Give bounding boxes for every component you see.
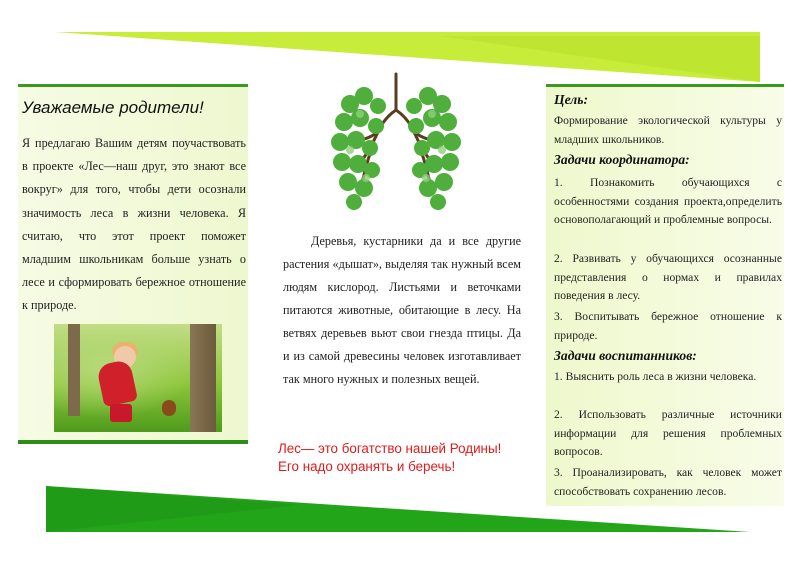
greeting-paragraph: Я предлагаю Вашим детям поучаствовать в проекте «Лес—наш друг, это знают все вокруг» для того, чтобы дети осознали значимость леса в жизни человека. Я считаю, что этот проект поможет младшим школьникам больше узнать о лесе и сформировать бережное отношение к природе. xyxy=(22,136,246,313)
greeting-title: Уважаемые родители! xyxy=(22,98,204,117)
left-column-bottom-border xyxy=(18,440,248,444)
right-column xyxy=(546,84,784,506)
pupils-task-2: 2. Использовать различные источники информации для решения проблемных вопросов. xyxy=(554,408,782,459)
coordinator-task-2: 2. Развивать у обучающихся осознанные представления о нормах и правилах поведения в лесу. xyxy=(554,252,782,303)
coordinator-task-1: 1. Познакомить обучающихся с особенностями создания проекта,определить основополагающий и проблемные вопросы. xyxy=(554,176,782,227)
forest-importance-paragraph xyxy=(283,230,521,391)
forest-importance-text: Деревья, кустарники да и все другие растения «дышат», выделяя так нужный всем людям кислород. Листьями и веточками питаются животные, обитающие в лесу. На ветвях деревьев вьют свои гнезда птицы. Да и из самой древесины человек изготавливает так много нужных и полезных вещей. xyxy=(283,234,521,386)
tree-lungs-illustration xyxy=(330,70,462,220)
slogan xyxy=(278,440,528,476)
left-column-top-border xyxy=(18,84,248,87)
coordinator-tasks-heading: Задачи координатора: xyxy=(554,152,690,167)
left-column xyxy=(18,84,248,444)
slogan-line-2: Его надо охранять и беречь! xyxy=(278,459,456,474)
pupils-tasks-heading: Задачи воспитанников: xyxy=(554,348,697,363)
slogan-line-1: Лес— это богатство нашей Родины! xyxy=(278,441,502,456)
pupils-task-1: 1. Выяснить роль леса в жизни человека. xyxy=(554,370,757,383)
coordinator-task-3: 3. Воспитывать бережное отношение к природе. xyxy=(554,310,782,342)
right-column-top-border xyxy=(546,84,784,87)
pupils-task-3: 3. Проанализировать, как человек может способствовать сохранению лесов. xyxy=(554,466,782,498)
girl-with-squirrel-photo xyxy=(54,324,222,432)
goal-heading: Цель: xyxy=(554,92,588,107)
goal-text: Формирование экологической культуры у младших школьников. xyxy=(554,114,782,146)
